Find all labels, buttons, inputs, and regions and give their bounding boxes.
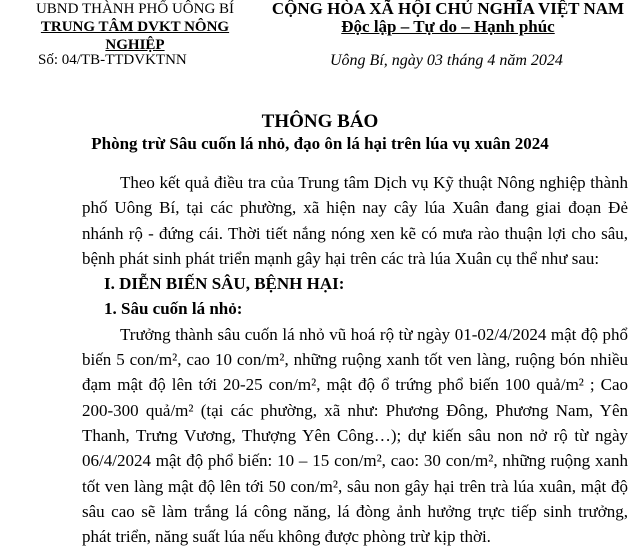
doc-title: THÔNG BÁO [261, 111, 379, 132]
place-date: Uông Bí, ngày 03 tháng 4 năm 2024 [330, 52, 563, 69]
subsection-heading: 1. Sâu cuốn lá nhỏ: [104, 299, 243, 319]
country-name: CỘNG HÒA XÃ HỘI CHỦ NGHĨA VIỆT NAM [271, 0, 625, 18]
agency-parent: UBND THÀNH PHỐ UÔNG BÍ [35, 1, 235, 17]
document-body [82, 170, 628, 549]
doc-subtitle: Phòng trừ Sâu cuốn lá nhỏ, đạo ôn lá hại trên lúa vụ xuân 2024 [91, 134, 549, 153]
issuing-agency [10, 0, 260, 54]
intro-paragraph: Theo kết quả điều tra của Trung tâm Dịch vụ Kỹ thuật Nông nghiệp thành phố Uông Bí, tại các phường, xã hiện nay cây lúa Xuân đang giai đoạn Đẻ nhánh rộ - đứng cái. Thời tiết nắng nóng xen kẽ có mưa rào thuận lợi cho sâu, bệnh phát sinh phát triển mạnh gây hại trên các trà lúa Xuân cụ thể như sau: [82, 173, 628, 268]
national-motto [262, 0, 634, 36]
pest-paragraph: Trưởng thành sâu cuốn lá nhỏ vũ hoá rộ từ ngày 01-02/4/2024 mật độ phổ biến 5 con/m², cao 10 con/m², những ruộng xanh tốt ven làng, ruộng bón nhiều đạm mật độ lên tới 20-25 con/m², mật độ ổ trứng phổ biến 100 quả/m² ; Cao 200-300 quả/m² (tại các phường, xã như: Phương Đông, Phương Nam, Yên Thanh, Trưng Vương, Thượng Yên Công…); dự kiến sâu non nở rộ từ ngày 06/4/2024 mật độ phổ biến: 10 – 15 con/m², cao: 30 con/m², những ruộng xanh tốt ven làng mật độ lên tới 50 con/m², sâu non gây hại trên trà lúa xuân, mật độ sâu cao sẽ làm trắng lá công năng, lá đòng ảnh hưởng trực tiếp sinh trưởng, phát triển, năng suất lúa nếu không được phòng trừ kịp thời. [82, 324, 628, 547]
agency-name: TRUNG TÂM DVKT NÔNG NGHIỆP [40, 19, 230, 53]
section-heading: I. DIỄN BIẾN SÂU, BỆNH HẠI: [104, 274, 345, 294]
motto: Độc lập – Tự do – Hạnh phúc [341, 17, 555, 36]
document-number: Số: 04/TB-TTDVKTNN [38, 52, 187, 68]
